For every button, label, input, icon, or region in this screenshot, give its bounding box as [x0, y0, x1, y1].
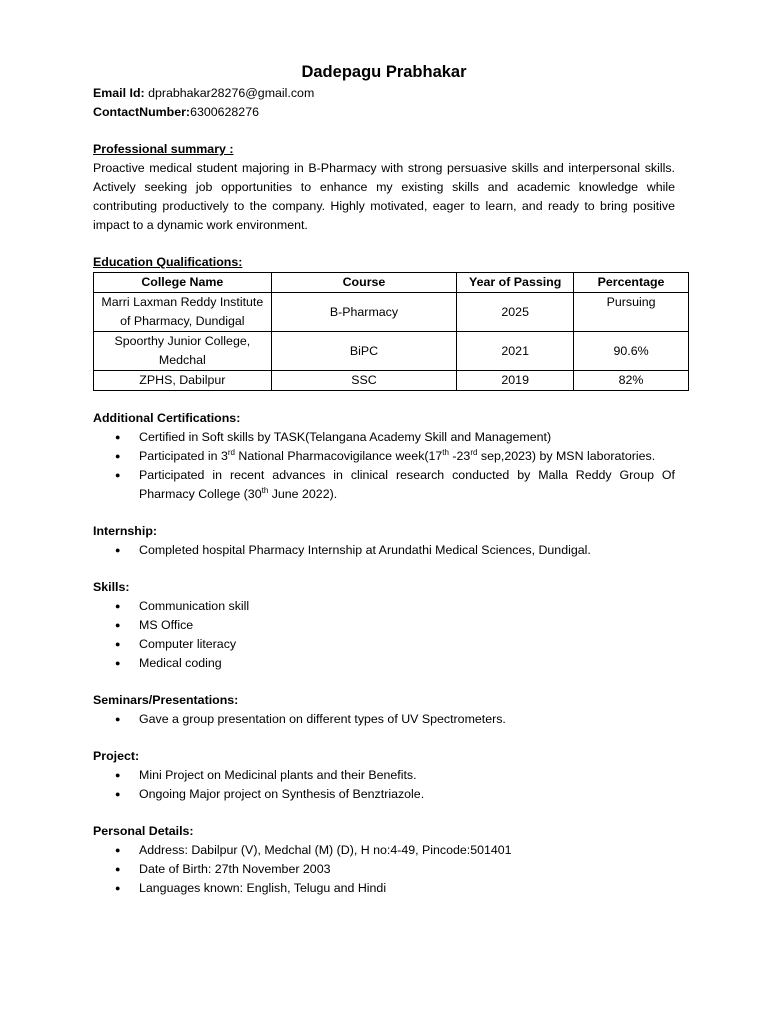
- college-cell: Spoorthy Junior College, Medchal: [94, 332, 272, 371]
- summary-heading: Professional summary :: [93, 142, 234, 156]
- skills-heading: Skills:: [93, 580, 130, 594]
- seminars-heading: Seminars/Presentations:: [93, 693, 239, 707]
- table-row: [94, 293, 689, 332]
- column-header: Course: [271, 273, 457, 293]
- email-value: dprabhakar28276@gmail.com: [144, 86, 315, 100]
- percentage-cell: Pursuing: [574, 293, 689, 332]
- course-cell: B-Pharmacy: [271, 293, 457, 332]
- list-item: ● Communication skill: [93, 597, 675, 616]
- skills-list: [93, 597, 675, 673]
- candidate-name: Dadepagu Prabhakar: [301, 63, 467, 81]
- phone-line: [93, 103, 675, 122]
- email-line: [93, 84, 675, 103]
- list-item: ● Participated in recent advances in clinical research conducted by Malla Reddy Group Of Pharmacy College (30th June 2022).: [93, 466, 675, 504]
- table-row: [94, 371, 689, 391]
- email-label: Email Id:: [93, 86, 145, 100]
- list-item: ● Participated in 3rd National Pharmacovigilance week(17th -23rd sep,2023) by MSN laboratories.: [93, 447, 675, 466]
- table-row: [94, 332, 689, 371]
- seminars-list: [93, 710, 675, 729]
- column-header: Percentage: [574, 273, 689, 293]
- project-heading: Project:: [93, 749, 140, 763]
- college-cell: Marri Laxman Reddy Institute of Pharmacy, Dundigal: [94, 293, 272, 332]
- college-cell: ZPHS, Dabilpur: [94, 371, 272, 391]
- percentage-cell: 82%: [574, 371, 689, 391]
- project-list: [93, 766, 675, 804]
- education-table: [93, 272, 689, 391]
- column-header: College Name: [94, 273, 272, 293]
- phone-label: ContactNumber:: [93, 105, 191, 119]
- phone-value: 6300628276: [190, 105, 259, 119]
- list-item: ● Address: Dabilpur (V), Medchal (M) (D), H no:4-49, Pincode:501401: [93, 841, 675, 860]
- table-header-row: [94, 273, 689, 293]
- list-item: ● Computer literacy: [93, 635, 675, 654]
- list-item: ● Mini Project on Medicinal plants and their Benefits.: [93, 766, 675, 785]
- personal-heading: Personal Details:: [93, 824, 194, 838]
- course-cell: SSC: [271, 371, 457, 391]
- year-cell: 2019: [457, 371, 574, 391]
- course-cell: BiPC: [271, 332, 457, 371]
- internship-heading: Internship:: [93, 524, 158, 538]
- list-item: ● Certified in Soft skills by TASK(Telangana Academy Skill and Management): [93, 428, 675, 447]
- column-header: Year of Passing: [457, 273, 574, 293]
- personal-list: [93, 841, 675, 898]
- list-item: ● Languages known: English, Telugu and Hindi: [93, 879, 675, 898]
- percentage-cell: 90.6%: [574, 332, 689, 371]
- list-item: ● Medical coding: [93, 654, 675, 673]
- summary-text: Proactive medical student majoring in B-Pharmacy with strong persuasive skills and interpersonal skills. Actively seeking job opportunities to enhance my existing skills and academic knowledge while contributing productively to the company. Highly motivated, eager to learn, and ready to bring positive impact to a dynamic work environment.: [93, 161, 675, 232]
- resume-page: [93, 60, 675, 898]
- list-item: ● Date of Birth: 27th November 2003: [93, 860, 675, 879]
- list-item: ● MS Office: [93, 616, 675, 635]
- year-cell: 2025: [457, 293, 574, 332]
- certifications-heading: Additional Certifications:: [93, 411, 241, 425]
- certifications-list: [93, 428, 675, 504]
- education-heading: Education Qualifications:: [93, 255, 243, 269]
- list-item: ● Completed hospital Pharmacy Internship at Arundathi Medical Sciences, Dundigal.: [93, 541, 675, 560]
- internship-list: [93, 541, 675, 560]
- list-item: ● Gave a group presentation on different types of UV Spectrometers.: [93, 710, 675, 729]
- year-cell: 2021: [457, 332, 574, 371]
- list-item: ● Ongoing Major project on Synthesis of Benztriazole.: [93, 785, 675, 804]
